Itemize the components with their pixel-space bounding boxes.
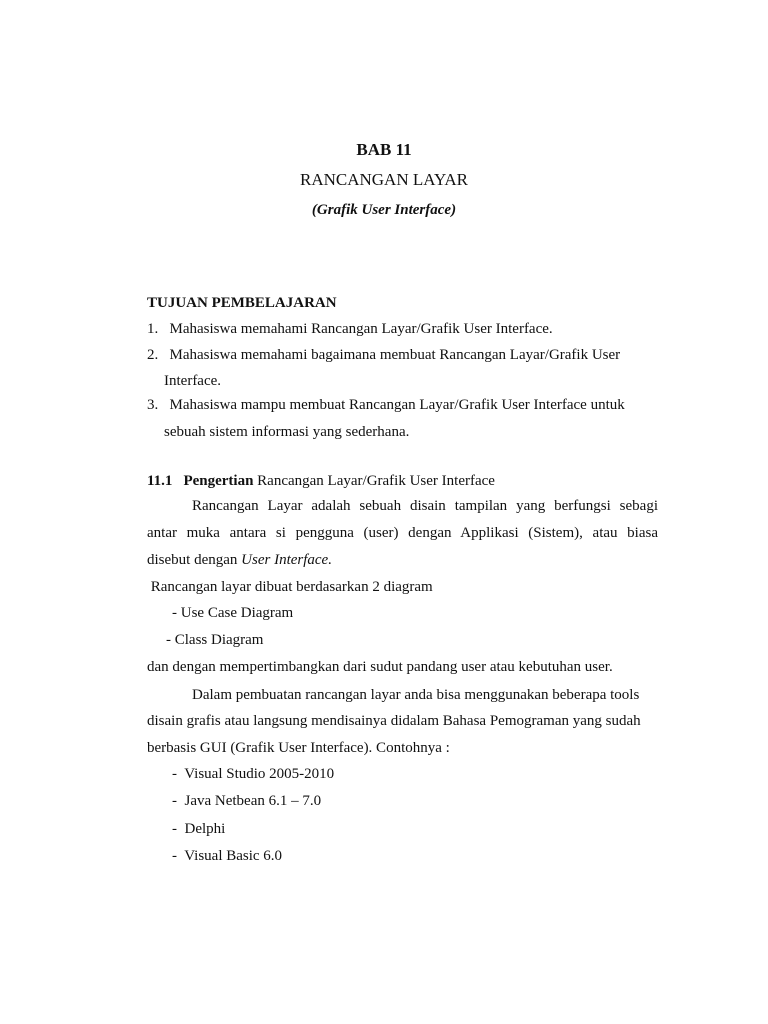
- section-title-bold: Pengertian: [183, 473, 254, 489]
- diagram-item-use-case: - Use Case Diagram: [172, 605, 294, 621]
- section-title-rest: Rancangan Layar/Grafik User Interface: [253, 473, 495, 489]
- tool-item-visual-studio: - Visual Studio 2005-2010: [172, 766, 335, 782]
- paragraph-2: Rancangan layar dibuat berdasarkan 2 diagram: [147, 579, 433, 595]
- diagram-item-class: - Class Diagram: [166, 632, 264, 648]
- objective-item-2-cont: Interface.: [164, 373, 222, 389]
- paragraph-1-line-2: antar muka antara si pengguna (user) dengan Applikasi (Sistem), atau biasa: [147, 525, 658, 541]
- tool-item-visual-basic: - Visual Basic 6.0: [172, 848, 283, 864]
- paragraph-4-line-2: disain grafis atau langsung mendisainya didalam Bahasa Pemograman yang sudah: [147, 713, 641, 729]
- tool-item-delphi: - Delphi: [172, 821, 226, 837]
- paragraph-1-line-3: [147, 551, 332, 569]
- tool-item-java-netbean: - Java Netbean 6.1 – 7.0: [172, 793, 322, 809]
- objective-item-2: 2. Mahasiswa memahami bagaimana membuat Rancangan Layar/Grafik User: [147, 347, 621, 363]
- chapter-subtitle: (Grafik User Interface): [311, 202, 457, 218]
- section-number: 11.1: [147, 473, 173, 489]
- chapter-title: RANCANGAN LAYAR: [300, 170, 468, 189]
- section-heading: [147, 472, 495, 490]
- objective-item-1: 1. Mahasiswa memahami Rancangan Layar/Grafik User Interface.: [147, 321, 553, 337]
- paragraph-3: dan dengan mempertimbangkan dari sudut pandang user atau kebutuhan user.: [147, 659, 613, 675]
- objectives-heading: TUJUAN PEMBELAJARAN: [147, 295, 337, 311]
- paragraph-1-line-1: Rancangan Layar adalah sebuah disain tampilan yang berfungsi sebagi: [192, 498, 658, 514]
- paragraph-4-line-3: berbasis GUI (Grafik User Interface). Contohnya :: [147, 740, 450, 756]
- chapter-number: BAB 11: [356, 140, 412, 159]
- objective-item-3-cont: sebuah sistem informasi yang sederhana.: [164, 424, 410, 440]
- paragraph-1-text: disebut dengan: [147, 552, 242, 568]
- paragraph-4-line-1: Dalam pembuatan rancangan layar anda bisa menggunakan beberapa tools: [192, 687, 640, 703]
- objective-item-3: 3. Mahasiswa mampu membuat Rancangan Layar/Grafik User Interface untuk: [147, 397, 625, 413]
- user-interface-term: User Interface.: [241, 552, 332, 568]
